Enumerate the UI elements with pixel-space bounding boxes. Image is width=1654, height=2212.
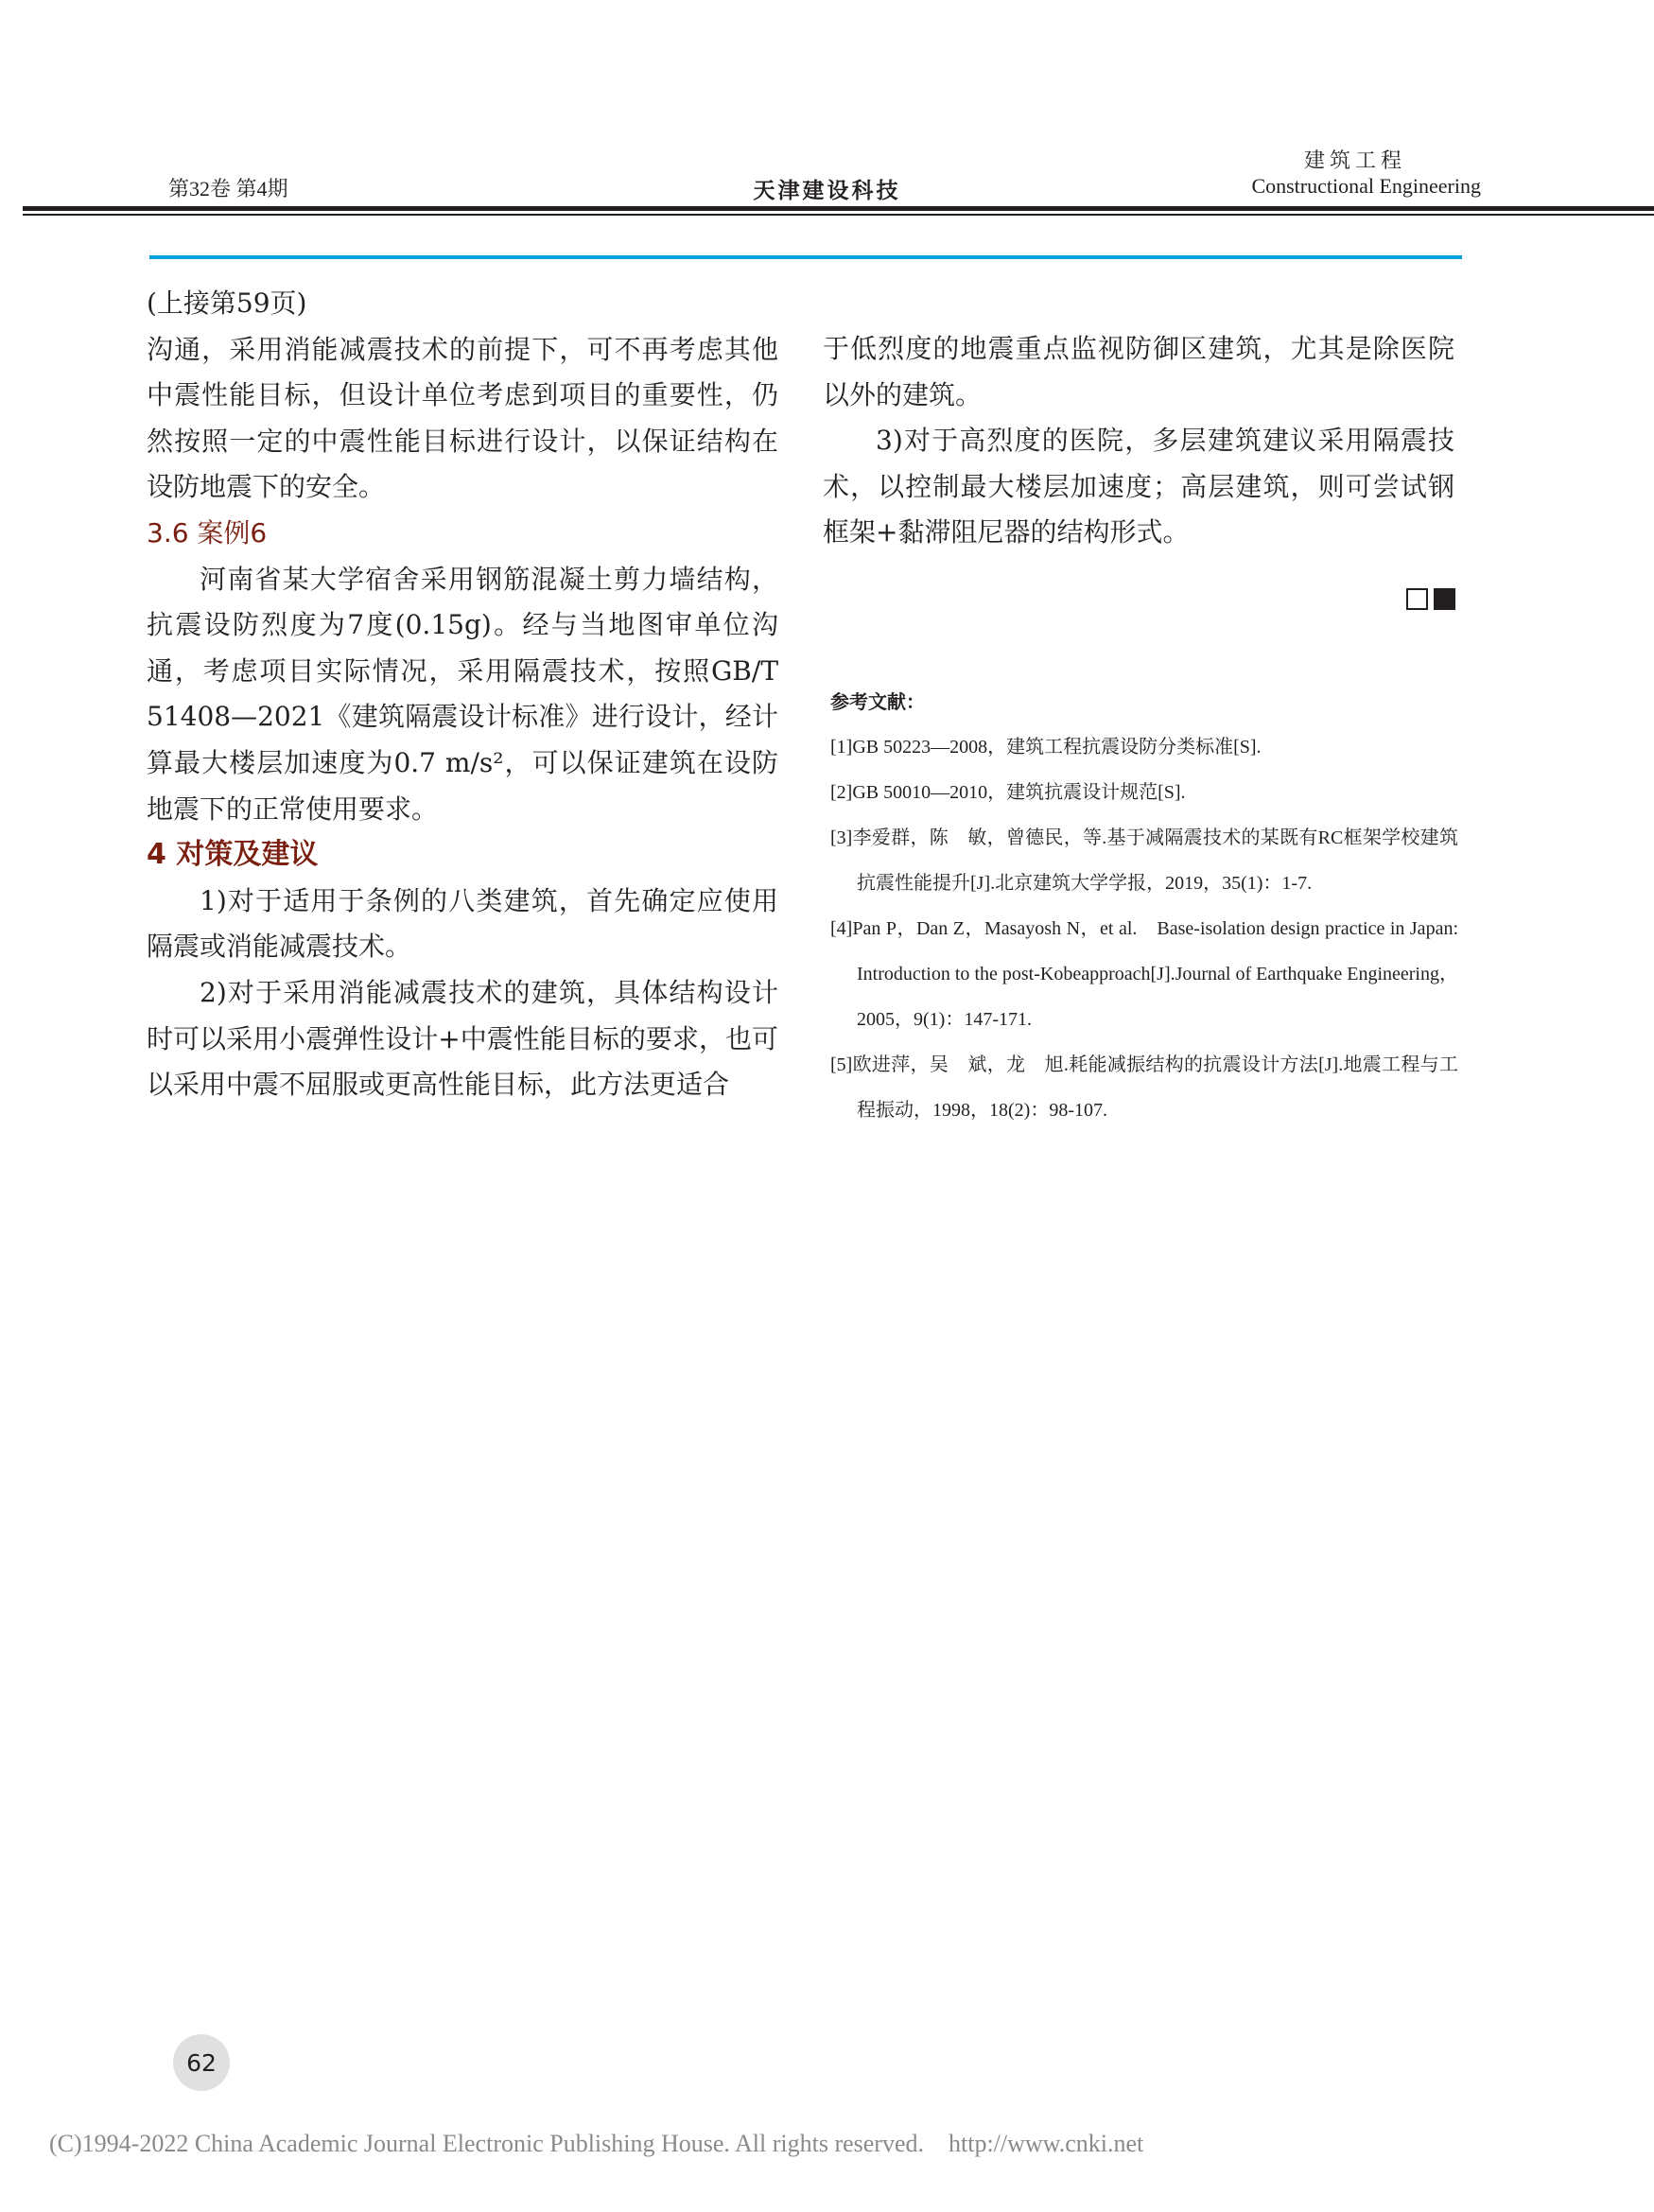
page-number-badge xyxy=(173,2034,230,2091)
header-rule-thin xyxy=(23,214,1654,216)
section-title-cn: 建筑工程 xyxy=(1303,149,1406,173)
filled-square-icon xyxy=(1434,588,1455,610)
journal-title: 天津建设科技 xyxy=(753,179,901,203)
reference-item: [1]GB 50223—2008，建筑工程抗震设防分类标准[S]. xyxy=(830,737,1262,758)
header-rule-thick xyxy=(23,206,1654,211)
section-heading-4: 4 对策及建议 xyxy=(147,838,319,872)
reference-item: [4]Pan P，Dan Z，Masayosh N，et al. Base-isolation design practice in Japan: Introduction to the post-Kobeapproach[J].Journal of Earthquake Engineering，2005，9(1)：147-171. xyxy=(830,918,1458,1030)
right-column xyxy=(823,326,1454,556)
paragraph: 沟通，采用消能减震技术的前提下，可不再考虑其他中震性能目标，但设计单位考虑到项目的重要性，仍然按照一定的中震性能目标进行设计，以保证结构在设防地震下的安全。 xyxy=(147,333,778,503)
accent-rule xyxy=(149,255,1462,259)
reference-item: [5]欧进萍，吴 斌，龙 旭.耗能减振结构的抗震设计方法[J].地震工程与工程振动，1998，18(2)：98-107. xyxy=(830,1054,1458,1121)
outline-square-icon xyxy=(1406,588,1428,610)
section-heading-3-6: 3.6 案例6 xyxy=(147,516,268,549)
reference-item: [3]李爱群，陈 敏，曾德民，等.基于减隔震技术的某既有RC框架学校建筑抗震性能提升[J].北京建筑大学学报，2019，35(1)：1-7. xyxy=(830,827,1458,894)
recommendation-3: 3)对于高烈度的医院，多层建筑建议采用隔震技术，以控制最大楼层加速度；高层建筑，则可尝试钢框架+黏滞阻尼器的结构形式。 xyxy=(823,425,1454,549)
recommendation-2: 2)对于采用消能减震技术的建筑，具体结构设计时可以采用小震弹性设计+中震性能目标的要求，也可以采用中震不屈服或更高性能目标，此方法更适合 xyxy=(147,976,778,1101)
copyright-footer: (C)1994-2022 China Academic Journal Electronic Publishing House. All rights reserved. http://www.cnki.net xyxy=(49,2130,1144,2157)
references-section xyxy=(830,679,1458,1133)
recommendation-1: 1)对于适用于条例的八类建筑，首先确定应使用隔震或消能减震技术。 xyxy=(147,884,778,963)
left-column xyxy=(147,281,778,1108)
end-of-article-marks xyxy=(1406,588,1463,611)
paragraph: 河南省某大学宿舍采用钢筋混凝土剪力墙结构，抗震设防烈度为7度(0.15g)。经与当地图审单位沟通，考虑项目实际情况，采用隔震技术，按照GB/T 51408—2021《建筑隔震设计标准》进行设计，经计算最大楼层加速度为0.7 m/s²，可以保证建筑在设防地震下的正常使用要求。 xyxy=(147,563,778,825)
page-number: 62 xyxy=(186,2048,217,2077)
reference-item: [2]GB 50010—2010，建筑抗震设计规范[S]. xyxy=(830,782,1186,803)
references-title: 参考文献： xyxy=(830,690,925,713)
recommendation-2-continued: 于低烈度的地震重点监视防御区建筑，尤其是除医院以外的建筑。 xyxy=(823,333,1454,410)
volume-issue: 第32卷 第4期 xyxy=(168,177,288,200)
continued-note: (上接第59页) xyxy=(147,287,307,319)
section-title-en: Constructional Engineering xyxy=(1251,174,1481,198)
